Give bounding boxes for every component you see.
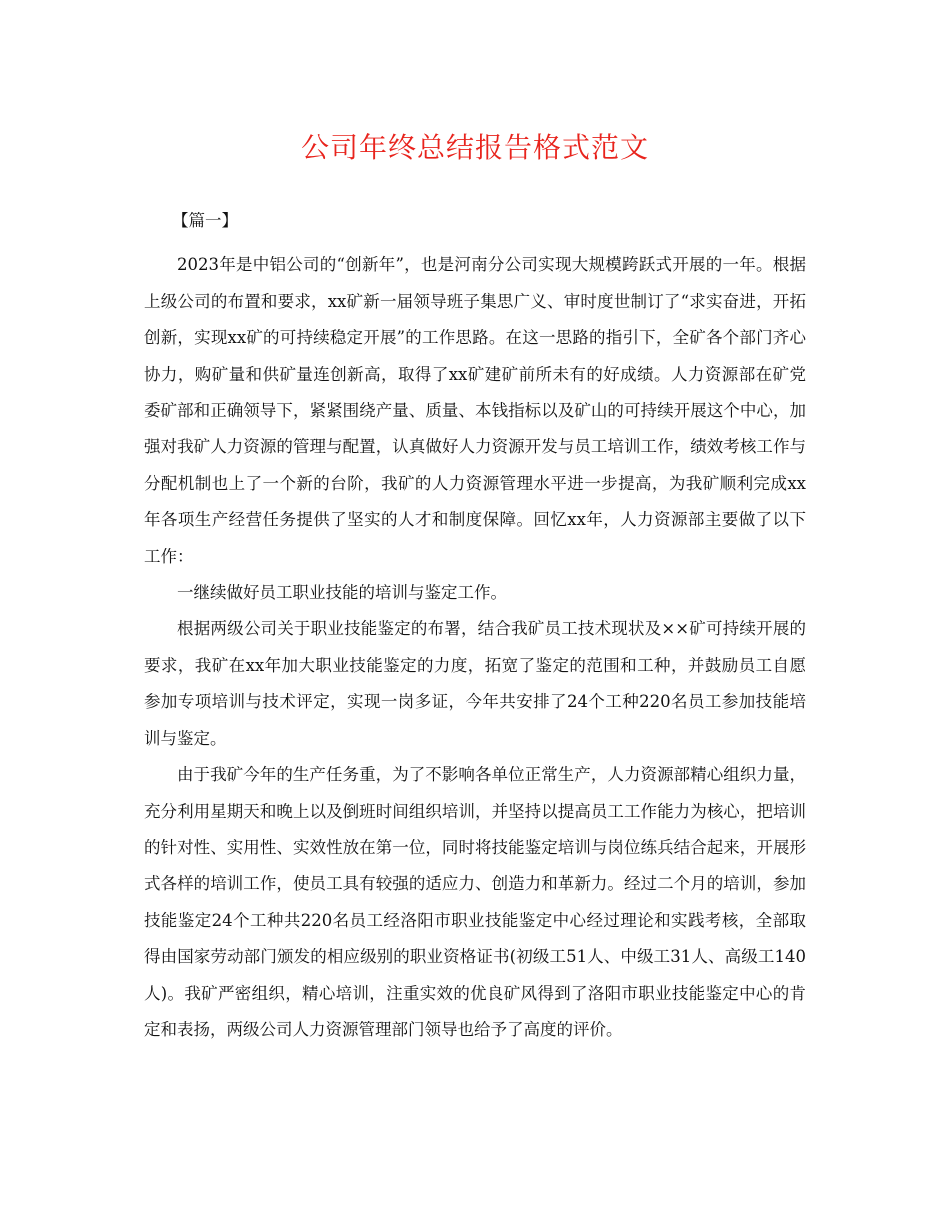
document-body	[144, 203, 806, 1048]
paragraph-intro: 2023年是中铝公司的“创新年”，也是河南分公司实现大规模跨跃式开展的一年。根据上级公司的布置和要求，xx矿新一届领导班子集思广义、审时度世制订了“求实奋进，开拓创新，实现xx矿的可持续稳定开展”的工作思路。在这一思路的指引下，全矿各个部门齐心协力，购矿量和供矿量连创新高，取得了xx矿建矿前所未有的好成绩。人力资源部在矿党委矿部和正确领导下，紧紧围绕产量、质量、本钱指标以及矿山的可持续开展这个中心，加强对我矿人力资源的管理与配置，认真做好人力资源开发与员工培训工作，绩效考核工作与分配机制也上了一个新的台阶，我矿的人力资源管理水平进一步提高，为我矿顺利完成xx年各项生产经营任务提供了坚实的人才和制度保障。回忆xx年，人力资源部主要做了以下工作：	[144, 255, 806, 566]
paragraph-skill-appraisal: 根据两级公司关于职业技能鉴定的布署，结合我矿员工技术现状及××矿可持续开展的要求，我矿在xx年加大职业技能鉴定的力度，拓宽了鉴定的范围和工种，并鼓励员工自愿参加专项培训与技术评定，实现一岗多证，今年共安排了24个工种220名员工参加技能培训与鉴定。	[144, 619, 806, 748]
document-title: 公司年终总结报告格式范文	[300, 131, 649, 164]
paragraph-training-results: 由于我矿今年的生产任务重，为了不影响各单位正常生产，人力资源部精心组织力量，充分利用星期天和晚上以及倒班时间组织培训，并坚持以提高员工工作能力为核心，把培训的针对性、实用性、实效性放在第一位，同时将技能鉴定培训与岗位练兵结合起来，开展形式各样的培训工作，使员工具有较强的适应力、创造力和革新力。经过二个月的培训，参加技能鉴定24个工种共220名员工经洛阳市职业技能鉴定中心经过理论和实践考核，全部取得由国家劳动部门颁发的相应级别的职业资格证书(初级工51人、中级工31人、高级工140人)。我矿严密组织，精心培训，注重实效的优良矿风得到了洛阳市职业技能鉴定中心的肯定和表扬，两级公司人力资源管理部门领导也给予了高度的评价。	[144, 765, 806, 1039]
section-label: 【篇一】	[172, 211, 238, 230]
paragraph-heading-training: 一继续做好员工职业技能的培训与鉴定工作。	[177, 583, 507, 603]
